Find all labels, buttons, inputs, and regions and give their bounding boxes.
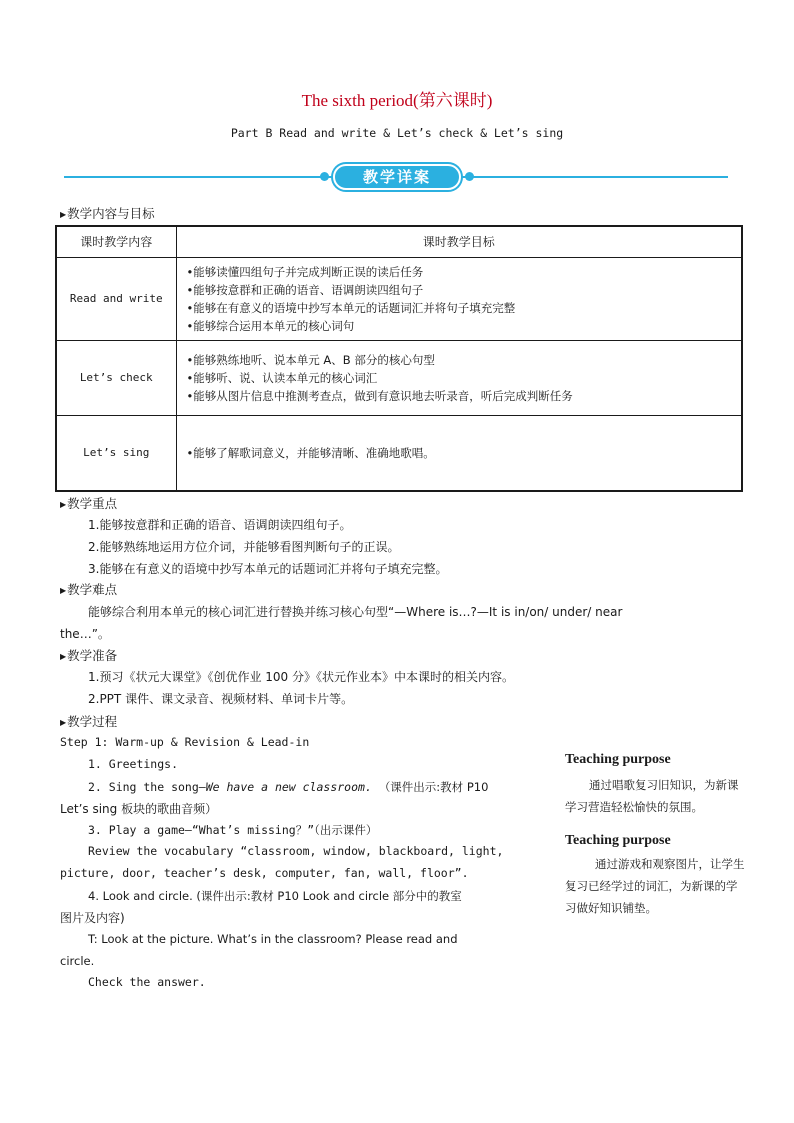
triangle-icon: ▶	[60, 718, 67, 727]
process-review: Review the vocabulary “classroom, window, blackboard, light,	[88, 844, 504, 858]
section-goals-heading: ▶教学内容与目标	[60, 206, 155, 221]
step-title: Step 1: Warm-up & Revision & Lead-in	[60, 735, 310, 749]
process-song-cont: Let’s sing 板块的歌曲音频）	[60, 802, 218, 816]
row-goals	[176, 340, 742, 415]
section-key-heading: ▶教学重点	[60, 496, 118, 511]
key-point: 1.能够按意群和正确的语音、语调朗读四组句子。	[88, 518, 352, 532]
goal-item: •能够从图片信息中推测考查点，做到有意识地去听录音，听后完成判断任务	[186, 388, 573, 403]
triangle-icon: ▶	[60, 500, 67, 509]
page-title: The sixth period(第六课时)	[301, 91, 493, 110]
table-row	[56, 340, 742, 415]
side-note-text: 通过唱歌复习旧知识，为新课学习营造轻松愉快的氛围。	[565, 778, 739, 814]
key-point: 3.能够在有意义的语境中抄写本单元的话题词汇并将句子填充完整。	[88, 562, 448, 576]
goal-item: •能够在有意义的语境中抄写本单元的话题词汇并将句子填充完整	[186, 300, 516, 315]
banner-dot-left	[320, 172, 329, 181]
side-note-title: Teaching purpose	[565, 752, 671, 767]
goal-item: •能够按意群和正确的语音、语调朗读四组句子	[186, 282, 424, 297]
table-row	[56, 415, 742, 491]
table-row	[56, 257, 742, 340]
section-prep-heading: ▶教学准备	[60, 648, 118, 663]
prep-item: 1.预习《状元大课堂》《创优作业 100 分》《状元作业本》中本课时的相关内容。	[88, 670, 514, 684]
page-subtitle: Part B Read and write & Let’s check & Let’s sing	[230, 126, 564, 140]
triangle-icon: ▶	[60, 210, 67, 219]
difficult-text-cont: the…”。	[60, 627, 110, 641]
section-process-heading: ▶教学过程	[60, 714, 118, 729]
process-review-cont: picture, door, teacher’s desk, computer, fan, wall, floor”.	[60, 866, 469, 880]
process-game: 3. Play a game—“What’s missing？”（出示课件）	[88, 823, 378, 837]
row-content: Let’s sing	[56, 415, 176, 491]
row-content: Let’s check	[56, 340, 176, 415]
process-song: 2. Sing the song—We have a new classroom. （课件出示:教材 P10	[88, 780, 489, 794]
goals-table	[55, 225, 743, 492]
banner-label: 教学详案	[333, 164, 461, 190]
key-point: 2.能够熟练地运用方位介词，并能够看图判断句子的正误。	[88, 540, 400, 554]
difficult-text: 能够综合利用本单元的核心词汇进行替换并练习核心句型“—Where is…?—It is in/on/ under/ near	[88, 605, 623, 619]
process-look-cont: 图片及内容)	[60, 911, 125, 925]
side-note-title: Teaching purpose	[565, 833, 671, 848]
triangle-icon: ▶	[60, 652, 67, 661]
table-header-row	[56, 226, 742, 257]
header-goals: 课时教学目标	[176, 226, 742, 257]
prep-item: 2.PPT 课件、课文录音、视频材料、单词卡片等。	[88, 692, 354, 706]
process-teacher: T: Look at the picture. What’s in the classroom? Please read and	[88, 932, 458, 946]
triangle-icon: ▶	[60, 586, 67, 595]
row-content: Read and write	[56, 257, 176, 340]
process-look: 4. Look and circle. (课件出示:教材 P10 Look and circle 部分中的教室	[88, 889, 462, 903]
row-goals	[176, 257, 742, 340]
process-greetings: 1. Greetings.	[88, 757, 179, 771]
header-content: 课时教学内容	[56, 226, 176, 257]
side-note-text: 通过游戏和观察图片，让学生复习已经学过的词汇，为新课的学习做好知识铺垫。	[565, 857, 745, 915]
banner-dot-right	[465, 172, 474, 181]
goal-item: •能够熟练地听、说本单元 A、B 部分的核心句型	[186, 352, 435, 367]
process-teacher-cont: circle.	[60, 954, 95, 968]
goal-item: •能够综合运用本单元的核心词句	[186, 318, 355, 333]
goal-item: •能够读懂四组句子并完成判断正误的读后任务	[186, 264, 424, 279]
goal-item: •能够了解歌词意义，并能够清晰、准确地歌唱。	[186, 445, 435, 460]
goal-item: •能够听、说、认读本单元的核心词汇	[186, 370, 378, 385]
row-goals	[176, 415, 742, 491]
process-check: Check the answer.	[88, 975, 206, 989]
section-difficult-heading: ▶教学难点	[60, 582, 118, 597]
